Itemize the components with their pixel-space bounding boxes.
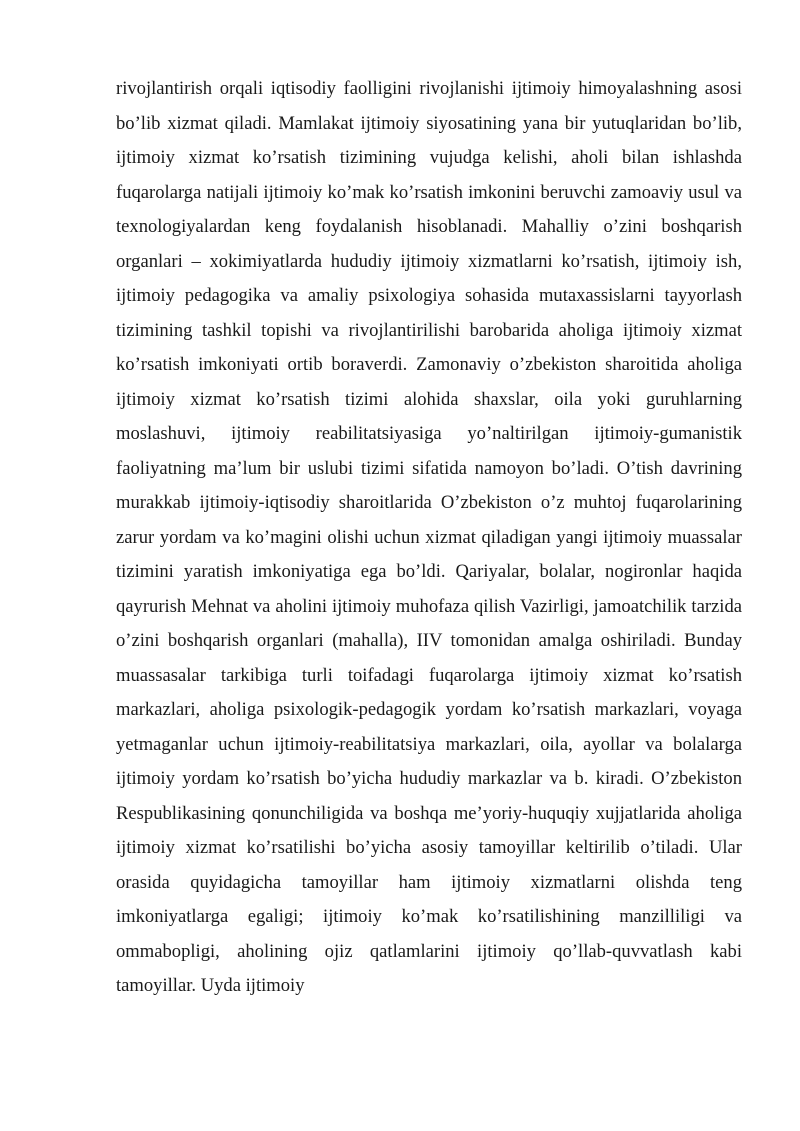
body-paragraph: rivojlantirish orqali iqtisodiy faolligini rivojlanishi ijtimoiy himoyalashning asosi bo’lib xizmat qiladi. Mamlakat ijtimoiy siyosatining yana bir yutuqlaridan bo’lib, ijtimoiy xizmat ko’rsatish tizimining vujudga kelishi, aholi bilan ishlashda fuqarolarga natijali ijtimoiy ko’mak ko’rsatish imkonini beruvchi zamoaviy usul va texnologiyalardan keng foydalanish hisoblanadi. Mahalliy o’zini boshqarish organlari – xokimiyatlarda hududiy ijtimoiy xizmatlarni ko’rsatish, ijtimoiy ish, ijtimoiy pedagogika va amaliy psixologiya sohasida mutaxassislarni tayyorlash tizimining tashkil topishi va rivojlantirilishi barobarida aholiga ijtimoiy xizmat ko’rsatish imkoniyati ortib boraverdi. Zamonaviy o’zbekiston sharoitida aholiga ijtimoiy xizmat ko’rsatish tizimi alohida shaxslar, oila yoki guruhlarning moslashuvi, ijtimoiy reabilitatsiyasiga yo’naltirilgan ijtimoiy-gumanistik faoliyatning ma’lum bir uslubi tizimi sifatida namoyon bo’ladi. O’tish davrining murakkab ijtimoiy-iqtisodiy sharoitlarida O’zbekiston o’z muhtoj fuqarolarining zarur yordam va ko’magini olishi uchun xizmat qiladigan yangi ijtimoiy muassalar tizimini yaratish imkoniyatiga ega bo’ldi. Qariyalar, bolalar, nogironlar haqida qayrurish Mehnat va aholini ijtimoiy muhofaza qilish Vazirligi, jamoatchilik tarzida o’zini boshqarish organlari (mahalla), IIV tomonidan amalga oshiriladi. Bunday muassasalar tarkibiga turli toifadagi fuqarolarga ijtimoiy xizmat ko’rsatish markazlari, aholiga psixologik-pedagogik yordam ko’rsatish markazlari, voyaga yetmaganlar uchun ijtimoiy-reabilitatsiya markazlari, oila, ayollar va bolalarga ijtimoiy yordam ko’rsatish bo’yicha hududiy markazlar va b. kiradi. O’zbekiston Respublikasining qonunchiligida va boshqa me’yoriy-huquqiy xujjatlarida aholiga ijtimoiy xizmat ko’rsatilishi bo’yicha asosiy tamoyillar keltirilib o’tiladi. Ular orasida quyidagicha tamoyillar ham ijtimoiy xizmatlarni olishda teng imkoniyatlarga egaligi; ijtimoiy ko’mak ko’rsatilishining manzilliligi va ommabopligi, aholining ojiz qatlamlarini ijtimoiy qo’llab-quvvatlash kabi tamoyillar. Uyda ijtimoiy xyxy=(116,78,742,996)
